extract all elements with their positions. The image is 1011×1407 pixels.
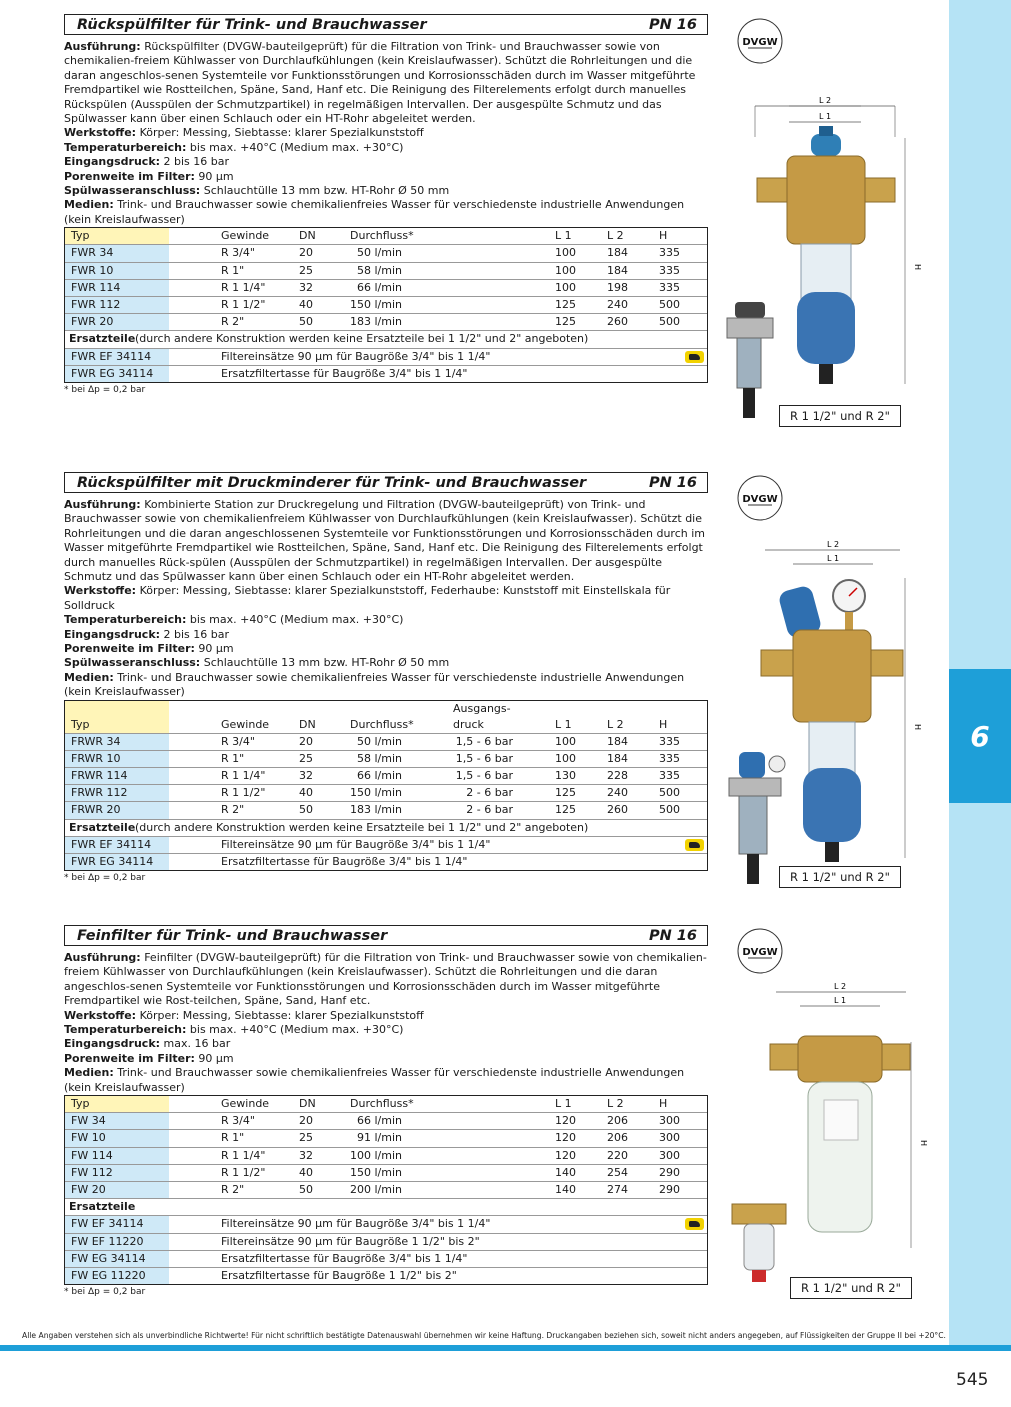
product-image-backwash-filter (725, 92, 930, 427)
dim-label-l1: L 1 (833, 996, 847, 1005)
dim-label-h: H (913, 264, 922, 271)
section-title: Rückspülfilter mit Druckminderer für Trink- und Brauchwasser (77, 474, 587, 491)
hand-warning-icon (685, 839, 704, 851)
desc-line: Eingangsdruck: max. 16 bar (64, 1037, 231, 1051)
section-title: Feinfilter für Trink- und Brauchwasser (77, 927, 388, 944)
table-row[interactable]: FWR 34 R 3/4" 20 50 l/min 100 184 335 (65, 245, 707, 262)
table-row[interactable]: FW 10 R 1" 25 91 l/min 120 206 300 (65, 1130, 707, 1147)
product-table (64, 700, 708, 872)
desc-line: Spülwasseranschluss: Schlauchtülle 13 mm bzw. HT-Rohr Ø 50 mm (64, 184, 450, 198)
desc-line: Spülwasseranschluss: Schlauchtülle 13 mm bzw. HT-Rohr Ø 50 mm (64, 656, 450, 670)
spare-parts-header: Ersatzteile (durch andere Konstruktion werden keine Ersatzteile bei 1 1/2" und 2" angeboten) (65, 820, 707, 837)
table-row[interactable]: FRWR 112 R 1 1/2" 40 150 l/min 2 - 6 bar 125 240 500 (65, 785, 707, 802)
dim-label-h: H (919, 1140, 928, 1147)
hand-warning-icon (685, 1218, 704, 1230)
dim-label-l1: L 1 (818, 112, 832, 121)
product-table (64, 1095, 708, 1285)
dim-label-l1: L 1 (826, 554, 840, 563)
spare-parts-header: Ersatzteile (durch andere Konstruktion werden keine Ersatzteile bei 1 1/2" und 2" angeboten) (65, 331, 707, 348)
legal-disclaimer: Alle Angaben verstehen sich als unverbindliche Richtwerte! Für nicht schriftlich bestätigte Datenauswahl übernehmen wir keine Haftung. Druckangaben beziehen sich, soweit nicht anders angegeben, auf Flüssigkeiten der Gruppe II bei +20°C. (22, 1331, 946, 1340)
table-row[interactable]: FW EF 11220 Filtereinsätze 90 µm für Baugröße 1 1/2" bis 2" (65, 1234, 707, 1251)
table-header-row: Typ Gewinde DN Durchfluss* Ausgangs- druck L 1 L 2 H (65, 701, 707, 734)
dvgw-certification-icon (736, 17, 784, 65)
dvgw-certification-icon (736, 927, 784, 975)
pressure-rating: PN 16 (649, 16, 697, 33)
desc-line: Ausführung: Feinfilter (DVGW-bauteilgeprüft) für die Filtration von Trink- und Brauchwasser sowie von chemikalien-freiem Kühlwasser von Durchlaufkühlungen (kein Kreislaufwasser). Schützt die Rohrleitungen und die daran angeschlos-senen Systemteile vor Funktionsstörungen und Korrosionsschäden durch im Wasser mitgeführte Fremdpartikel wie Rost-teilchen, Späne, Sand, Hanf etc. (64, 951, 707, 1008)
dim-label-l2: L 2 (826, 540, 840, 549)
desc-line: Porenweite im Filter: 90 µm (64, 1051, 234, 1065)
section-rueckspuelfilter (64, 14, 708, 395)
chapter-number: 6 (970, 719, 990, 753)
table-row[interactable]: FWR 112 R 1 1/2" 40 150 l/min 125 240 500 (65, 297, 707, 314)
bottom-accent-bar (0, 1345, 1011, 1351)
table-row[interactable]: FW 34 R 3/4" 20 66 l/min 120 206 300 (65, 1113, 707, 1130)
section-header (64, 472, 708, 493)
table-row[interactable]: FRWR 20 R 2" 50 183 l/min 2 - 6 bar 125 260 500 (65, 802, 707, 819)
description (64, 40, 708, 227)
table-row[interactable]: FWR EG 34114 Ersatzfiltertasse für Baugröße 3/4" bis 1 1/4" (65, 854, 707, 870)
size-label: R 1 1/2" und R 2" (779, 866, 901, 888)
dim-label-l2: L 2 (833, 982, 847, 991)
footnote: * bei Δp = 0,2 bar (64, 873, 146, 884)
table-row[interactable]: FW 20 R 2" 50 200 l/min 140 274 290 (65, 1182, 707, 1199)
desc-line: Werkstoffe: Körper: Messing, Siebtasse: klarer Spezialkunststoff (64, 126, 424, 140)
page-number: 545 (956, 1370, 989, 1390)
footnote: * bei Δp = 0,2 bar (64, 1287, 146, 1298)
product-image-backwash-filter-pressure-reducer (725, 538, 930, 886)
svg-text:DVGW: DVGW (742, 37, 778, 48)
svg-text:DVGW: DVGW (742, 947, 778, 958)
desc-line: Eingangsdruck: 2 bis 16 bar (64, 155, 230, 169)
desc-line: Ausführung: Rückspülfilter (DVGW-bauteilgeprüft) für die Filtration von Trink- und Brauchwasser sowie von chemikalien-freiem Kühlwasser von Durchlaufkühlungen (kein Kreislaufwasser). Schützt die Rohrleitungen und die daran angeschlos-senen Systemteile vor Funktionsstörungen und Korrosionsschäden durch im Wasser mitgeführte Fremdpartikel wie Rostteilchen, Späne, Sand, Hanf etc. Die Reinigung des Filterelements erfolgt durch manuelles Rückspülen (Ausspülen der Schmutzpartikel) in regelmäßigen Intervallen. Der ausgespülte Schmutz und das Spülwasser kann über einen Schlauch oder ein HT-Rohr abgeleitet werden. (64, 40, 696, 126)
size-label: R 1 1/2" und R 2" (790, 1277, 912, 1299)
table-row[interactable]: FW EG 34114 Ersatzfiltertasse für Baugröße 3/4" bis 1 1/4" (65, 1251, 707, 1268)
product-image-fine-filter (728, 980, 933, 1295)
section-header (64, 14, 708, 35)
table-row[interactable]: FRWR 34 R 3/4" 20 50 l/min 1,5 - 6 bar 100 184 335 (65, 734, 707, 751)
description (64, 498, 708, 700)
table-row[interactable]: FRWR 10 R 1" 25 58 l/min 1,5 - 6 bar 100 184 335 (65, 751, 707, 768)
table-row[interactable]: FW 112 R 1 1/2" 40 150 l/min 140 254 290 (65, 1165, 707, 1182)
table-row[interactable]: FWR EF 34114 Filtereinsätze 90 µm für Baugröße 3/4" bis 1 1/4" (65, 349, 707, 366)
size-label: R 1 1/2" und R 2" (779, 405, 901, 427)
desc-line: Eingangsdruck: 2 bis 16 bar (64, 627, 230, 641)
table-header-row: Typ Gewinde DN Durchfluss* L 1 L 2 H (65, 228, 707, 245)
product-table (64, 227, 708, 383)
table-row[interactable]: FRWR 114 R 1 1/4" 32 66 l/min 1,5 - 6 bar 130 228 335 (65, 768, 707, 785)
table-row[interactable]: FWR EG 34114 Ersatzfiltertasse für Baugröße 3/4" bis 1 1/4" (65, 366, 707, 382)
desc-line: Ausführung: Kombinierte Station zur Druckregelung und Filtration (DVGW-bauteilgeprüft) von Trink- und Brauchwasser sowie von chemikalienfreiem Kühlwasser von Durchlaufkühlungen (kein Kreislaufwasser). Schützt die Rohrleitungen und die daran angeschlossenen Systemteile vor Funktionsstörungen und Korrosionsschäden durch im Wasser mitgeführte Fremdpartikel wie Rostteilchen, Späne, Sand, Hanf etc. Die Reinigung des Filterelements erfolgt durch manuelles Rück-spülen (Ausspülen der Schmutzpartikel) in regelmäßigen Intervallen. Der ausgespülte Schmutz und das Spülwasser kann über einen Schlauch oder ein HT-Rohr abgeleitet werden. (64, 498, 705, 584)
pressure-rating: PN 16 (649, 474, 697, 491)
desc-line: Temperaturbereich: bis max. +40°C (Medium max. +30°C) (64, 140, 404, 154)
desc-line: Werkstoffe: Körper: Messing, Siebtasse: klarer Spezialkunststoff (64, 1008, 424, 1022)
section-title: Rückspülfilter für Trink- und Brauchwasser (77, 16, 427, 33)
section-rueckspuelfilter-druckminderer (64, 472, 708, 883)
footnote: * bei Δp = 0,2 bar (64, 384, 146, 395)
dim-label-l2: L 2 (818, 96, 832, 105)
desc-line: Porenweite im Filter: 90 µm (64, 169, 234, 183)
hand-warning-icon (685, 351, 704, 363)
section-header (64, 925, 708, 946)
table-row[interactable]: FWR 20 R 2" 50 183 l/min 125 260 500 (65, 314, 707, 331)
chapter-marker[interactable] (949, 669, 1011, 803)
desc-line: Medien: Trink- und Brauchwasser sowie chemikalienfreies Wasser für verschiedenste industrielle Anwendungen (kein Kreislaufwasser) (64, 198, 685, 226)
desc-line: Porenweite im Filter: 90 µm (64, 642, 234, 656)
desc-line: Temperaturbereich: bis max. +40°C (Medium max. +30°C) (64, 1023, 404, 1037)
table-row[interactable]: FWR 10 R 1" 25 58 l/min 100 184 335 (65, 263, 707, 280)
table-row[interactable]: FWR EF 34114 Filtereinsätze 90 µm für Baugröße 3/4" bis 1 1/4" (65, 837, 707, 854)
table-header-row: Typ Gewinde DN Durchfluss* L 1 L 2 H (65, 1096, 707, 1113)
desc-line: Medien: Trink- und Brauchwasser sowie chemikalienfreies Wasser für verschiedenste industrielle Anwendungen (kein Kreislaufwasser) (64, 670, 685, 699)
dvgw-certification-icon (736, 474, 784, 522)
table-row[interactable]: FW EG 11220 Ersatzfiltertasse für Baugröße 1 1/2" bis 2" (65, 1268, 707, 1284)
pressure-rating: PN 16 (649, 927, 697, 944)
section-feinfilter (64, 925, 708, 1297)
table-row[interactable]: FW EF 34114 Filtereinsätze 90 µm für Baugröße 3/4" bis 1 1/4" (65, 1216, 707, 1233)
dim-label-h: H (913, 724, 922, 731)
desc-line: Medien: Trink- und Brauchwasser sowie chemikalienfreies Wasser für verschiedenste industrielle Anwendungen (kein Kreislaufwasser) (64, 1066, 685, 1094)
description (64, 951, 708, 1095)
svg-text:DVGW: DVGW (742, 494, 778, 505)
spare-parts-header: Ersatzteile (65, 1199, 707, 1216)
desc-line: Temperaturbereich: bis max. +40°C (Medium max. +30°C) (64, 613, 404, 627)
table-row[interactable]: FWR 114 R 1 1/4" 32 66 l/min 100 198 335 (65, 280, 707, 297)
table-row[interactable]: FW 114 R 1 1/4" 32 100 l/min 120 220 300 (65, 1148, 707, 1165)
desc-line: Werkstoffe: Körper: Messing, Siebtasse: klarer Spezialkunststoff, Federhaube: Kunststoff mit Einstellskala für Solldruck (64, 584, 671, 612)
